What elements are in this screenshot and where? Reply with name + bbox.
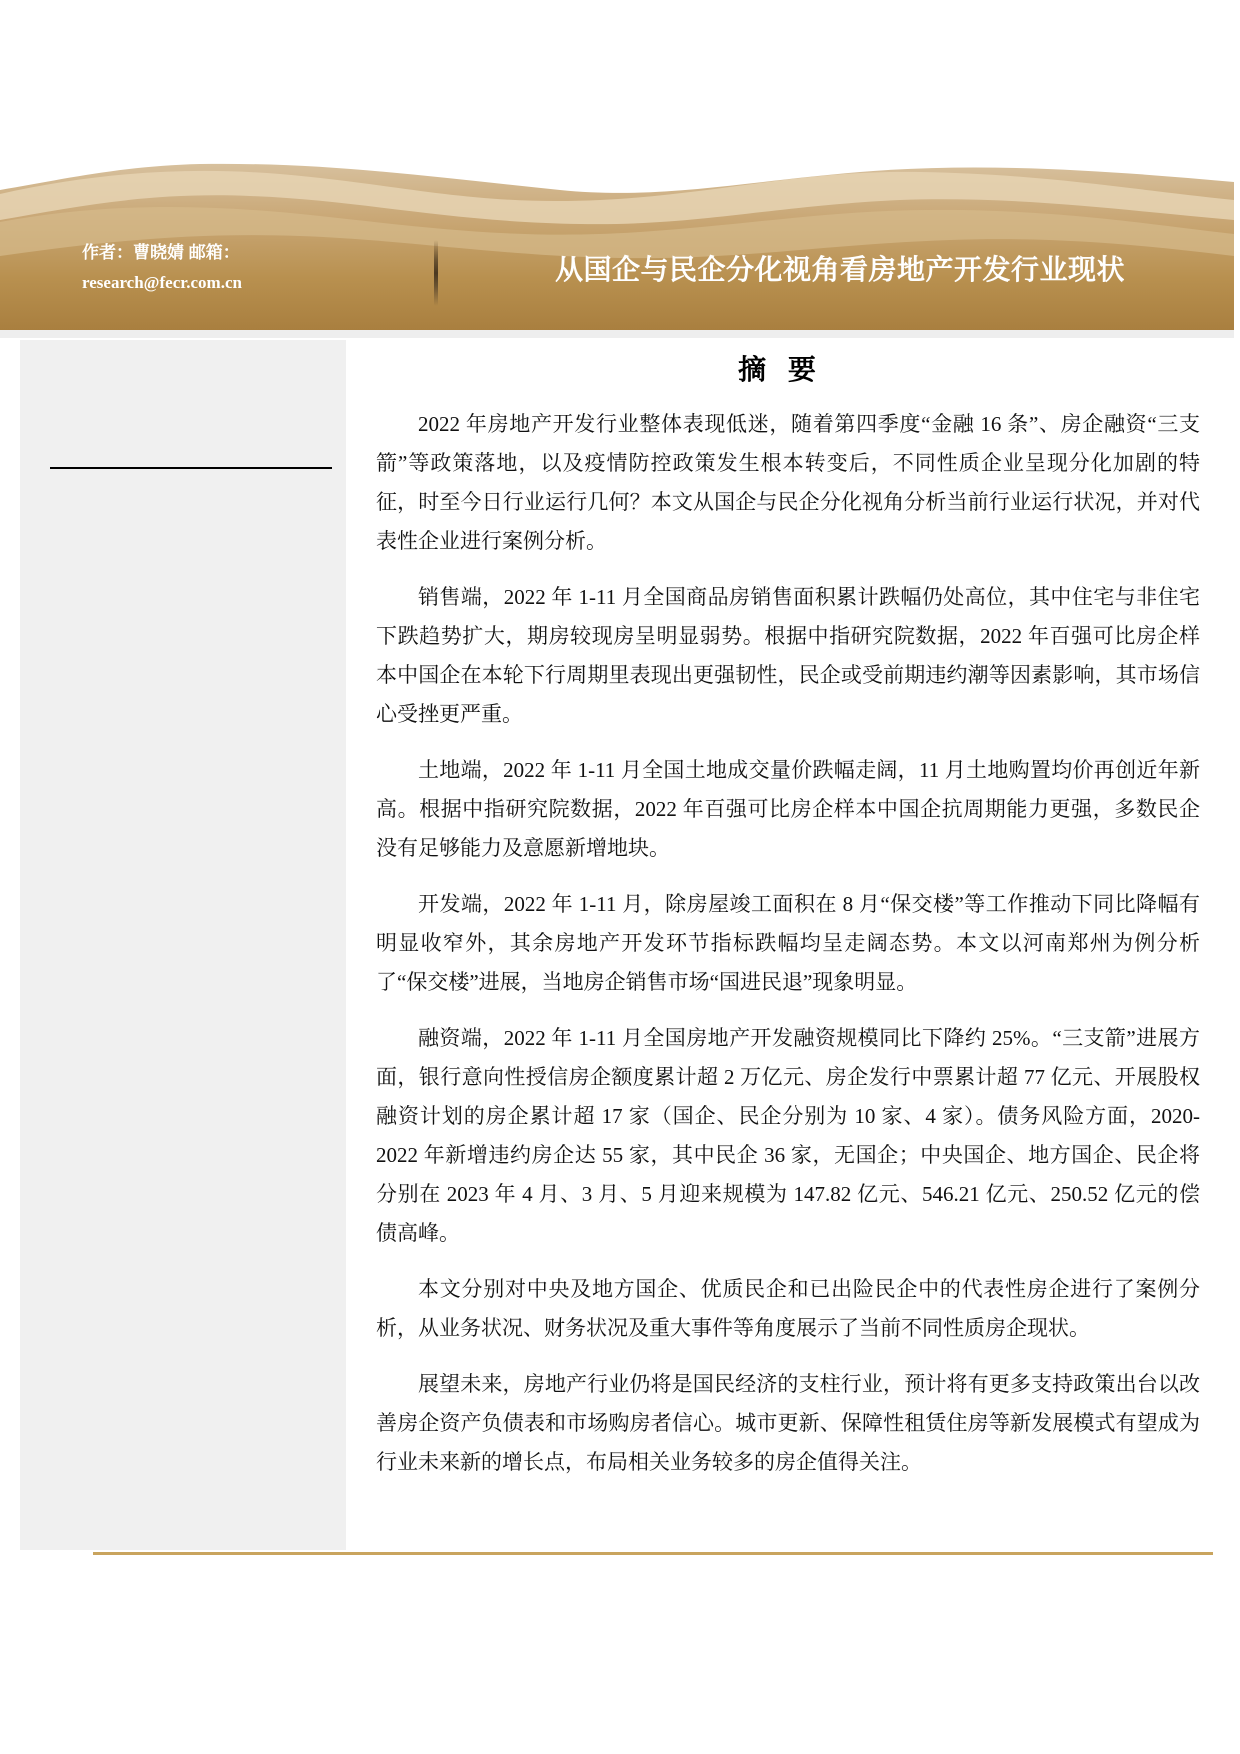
sidebar-rule xyxy=(50,467,332,469)
abstract-paragraph: 土地端，2022 年 1-11 月全国土地成交量价跌幅走阔，11 月土地购置均价再创近年新高。根据中指研究院数据，2022 年百强可比房企样本中国企抗周期能力更强，多数民企没有足够能力及意愿新增地块。 xyxy=(376,758,1200,860)
author-line: 作者：曹晓婧 邮箱： xyxy=(82,243,240,262)
sidebar-panel xyxy=(20,340,346,1550)
abstract-paragraph: 销售端，2022 年 1-11 月全国商品房销售面积累计跌幅仍处高位，其中住宅与非住宅下跌趋势扩大，期房较现房呈明显弱势。根据中指研究院数据，2022 年百强可比房企样本中国企在本轮下行周期里表现出更强韧性，民企或受前期违约潮等因素影响，其市场信心受挫更严重。 xyxy=(376,585,1200,726)
abstract-paragraph: 2022 年房地产开发行业整体表现低迷，随着第四季度“金融 16 条”、房企融资“三支箭”等政策落地，以及疫情防控政策发生根本转变后，不同性质企业呈现分化加剧的特征，时至今日行业运行几何？本文从国企与民企分化视角分析当前行业运行状况，并对代表性企业进行案例分析。 xyxy=(376,412,1200,553)
abstract-body xyxy=(376,405,1200,1499)
report-title: 从国企与民企分化视角看房地产开发行业现状 xyxy=(555,253,1126,286)
footer-rule xyxy=(93,1552,1213,1555)
banner-bottom-strip xyxy=(0,330,1234,338)
abstract-paragraph: 开发端，2022 年 1-11 月，除房屋竣工面积在 8 月“保交楼”等工作推动下同比降幅有明显收窄外，其余房地产开发环节指标跌幅均呈走阔态势。本文以河南郑州为例分析了“保交楼”进展，当地房企销售市场“国进民退”现象明显。 xyxy=(376,892,1200,994)
abstract-paragraph: 本文分别对中央及地方国企、优质民企和已出险民企中的代表性房企进行了案例分析，从业务状况、财务状况及重大事件等角度展示了当前不同性质房企现状。 xyxy=(376,1277,1200,1340)
abstract-paragraph: 展望未来，房地产行业仍将是国民经济的支柱行业，预计将有更多支持政策出台以改善房企资产负债表和市场购房者信心。城市更新、保障性租赁住房等新发展模式有望成为行业未来新的增长点，布局相关业务较多的房企值得关注。 xyxy=(376,1372,1200,1474)
author-email[interactable]: research@fecr.com.cn xyxy=(82,273,242,292)
abstract-heading: 摘 要 xyxy=(738,353,822,386)
author-block xyxy=(82,238,242,298)
abstract-paragraph: 融资端，2022 年 1-11 月全国房地产开发融资规模同比下降约 25%。“三支箭”进展方面，银行意向性授信房企额度累计超 2 万亿元、房企发行中票累计超 77 亿元、开展股权融资计划的房企累计超 17 家（国企、民企分别为 10 家、4 家）。债务风险方面，2020-2022 年新增违约房企达 55 家，其中民企 36 家，无国企；中央国企、地方国企、民企将分别在 2023 年 4 月、3 月、5 月迎来规模为 147.82 亿元、546.21 亿元、250.52 亿元的偿债高峰。 xyxy=(376,1026,1200,1245)
header-divider xyxy=(434,240,438,306)
